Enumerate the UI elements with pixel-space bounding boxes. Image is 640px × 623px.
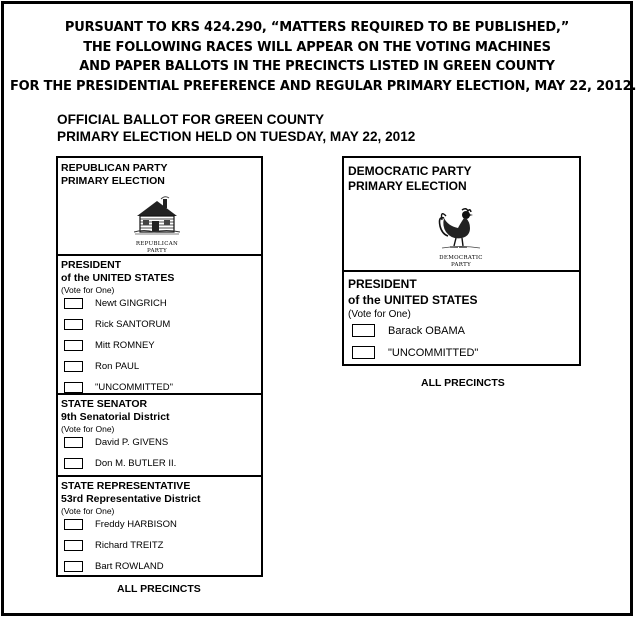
election-type: PRIMARY ELECTION (61, 175, 165, 187)
candidate-row (58, 537, 261, 558)
candidate-name: Ron PAUL (95, 361, 140, 372)
candidate-row (58, 295, 261, 316)
vote-checkbox[interactable] (64, 361, 83, 372)
office-subtitle: 53rd Representative District (61, 493, 201, 505)
candidate-name: Freddy HARBISON (95, 519, 177, 530)
vote-checkbox[interactable] (64, 319, 83, 330)
logo-caption: DEMOCRATIC PARTY (439, 255, 483, 268)
candidate-name: "UNCOMMITTED" (388, 347, 479, 359)
publication-notice (10, 18, 637, 96)
office-subtitle: of the UNITED STATES (348, 293, 478, 307)
candidate-name: Newt GINGRICH (95, 298, 167, 309)
party-name: REPUBLICAN PARTY (61, 162, 168, 174)
candidate-name: David P. GIVENS (95, 437, 169, 448)
candidate-row (58, 337, 261, 358)
democratic-party-header (344, 158, 579, 272)
election-type: PRIMARY ELECTION (348, 179, 467, 193)
democratic-logo (438, 206, 484, 268)
candidate-name: Barack OBAMA (388, 325, 466, 337)
candidate-name: Rick SANTORUM (95, 319, 171, 330)
candidate-row (344, 321, 579, 343)
notice-line: FOR THE PRESIDENTIAL PREFERENCE AND REGULAR PRIMARY ELECTION, MAY 22, 2012. (10, 78, 637, 94)
notice-line: AND PAPER BALLOTS IN THE PRECINCTS LISTED IN GREEN COUNTY (79, 59, 555, 74)
candidate-name: Bart ROWLAND (95, 561, 164, 572)
official-ballot-title: OFFICIAL BALLOT FOR GREEN COUNTY (57, 112, 325, 127)
candidate-name: Richard TREITZ (95, 540, 164, 551)
candidate-name: "UNCOMMITTED" (95, 382, 173, 393)
republican-ballot (56, 156, 263, 577)
vote-checkbox[interactable] (64, 540, 83, 551)
party-name: DEMOCRATIC PARTY (348, 164, 472, 178)
candidate-row (58, 558, 261, 579)
office-title: PRESIDENT (348, 277, 417, 291)
candidate-row (58, 516, 261, 537)
office-title: STATE REPRESENTATIVE (61, 480, 191, 492)
rooster-icon (438, 206, 484, 250)
vote-checkbox[interactable] (64, 437, 83, 448)
democratic-precincts-label: ALL PRECINCTS (421, 377, 505, 389)
office-subtitle: 9th Senatorial District (61, 411, 170, 423)
logo-caption: REPUBLICAN PARTY (135, 241, 179, 254)
candidate-row (58, 358, 261, 379)
candidate-row (58, 316, 261, 337)
candidate-name: Don M. BUTLER II. (95, 458, 177, 469)
vote-checkbox[interactable] (64, 340, 83, 351)
vote-checkbox[interactable] (64, 458, 83, 469)
office-title: STATE SENATOR (61, 398, 148, 410)
democratic-ballot (342, 156, 581, 366)
race-state-representative (58, 477, 261, 575)
race-president (58, 256, 261, 395)
vote-checkbox[interactable] (352, 324, 375, 337)
republican-logo (134, 196, 180, 254)
vote-instruction: (Vote for One) (61, 506, 115, 516)
candidate-name: Mitt ROMNEY (95, 340, 155, 351)
vote-checkbox[interactable] (64, 382, 83, 393)
log-cabin-icon (134, 196, 180, 236)
republican-precincts-label: ALL PRECINCTS (117, 583, 201, 595)
vote-instruction: (Vote for One) (61, 285, 115, 295)
race-state-senator (58, 395, 261, 477)
race-president (344, 272, 579, 364)
office-subtitle: of the UNITED STATES (61, 272, 175, 284)
vote-instruction: (Vote for One) (61, 424, 115, 434)
official-ballot-heading (57, 111, 415, 145)
vote-instruction: (Vote for One) (348, 309, 411, 320)
republican-party-header (58, 158, 261, 256)
candidate-row (58, 434, 261, 455)
candidate-row (58, 455, 261, 476)
vote-checkbox[interactable] (64, 519, 83, 530)
vote-checkbox[interactable] (64, 298, 83, 309)
vote-checkbox[interactable] (352, 346, 375, 359)
candidate-row (344, 343, 579, 365)
office-title: PRESIDENT (61, 259, 122, 271)
notice-line: PURSUANT TO KRS 424.290, “MATTERS REQUIRED TO BE PUBLISHED,” (64, 20, 570, 35)
election-date-line: PRIMARY ELECTION HELD ON TUESDAY, MAY 22, 2012 (57, 129, 416, 144)
notice-line: THE FOLLOWING RACES WILL APPEAR ON THE VOTING MACHINES (83, 39, 551, 55)
vote-checkbox[interactable] (64, 561, 83, 572)
